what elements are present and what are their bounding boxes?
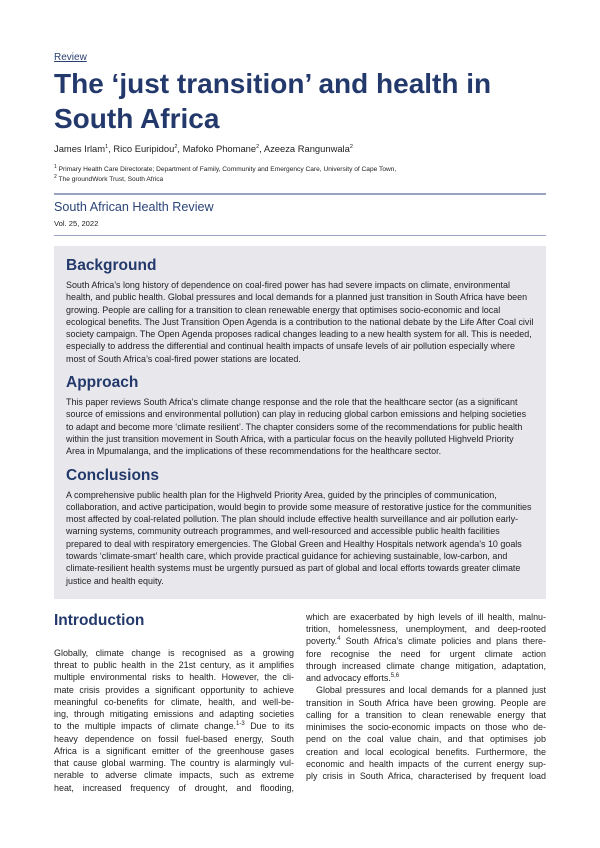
author-list: James Irlam$^1$, Rico Euripidou$^2$, Mafoko Phomane$^2$, Azeeza Rangunwala$^2$ [54,143,353,154]
divider [54,193,546,195]
text: mate crisis provides a significant opportunity to achieve [54,684,294,695]
author: Rico Euripidou [113,143,175,154]
article-title: The ‘just transition’ and health in South Africa [54,68,492,134]
affiliation-marker: 1 [54,163,57,170]
introduction-section [54,599,546,794]
introduction-left [54,599,294,794]
text-line [54,769,294,781]
text-line [54,708,294,720]
divider [54,235,546,236]
text: nerable to adverse climate impacts, such as extreme [54,770,294,781]
text: heat, increased frequency of drought, and flooding, [54,782,294,793]
text: minimises the socio-economic impacts on those who de- [306,722,546,733]
author-affiliation-marker: 1 [105,143,109,150]
affiliation-text: The groundWork Trust, South Africa [58,176,164,183]
text: fore recognise the need for urgent climate action [306,648,546,659]
text-line [306,733,546,745]
text-line [306,709,546,721]
text-line [54,684,294,696]
approach-text: This paper reviews South Africa’s climate change response and the role that the healthcare sector (as a significant source of emissions and environmental pollution) can play in reducing global carbon emissions and helping societies to adapt and become more ‘climate resilient’. The chapter considers some of the recommendations for public health within the just transition movement in South Africa, with a particular focus on the heavily polluted Highveld Priority Area in Mpumalanga, and the implications of these recommendations for the healthcare sector. [66,397,527,457]
introduction-heading: Introduction [54,611,145,629]
text: that cause global warming. The country is alarmingly vul- [54,758,294,769]
text: which are exacerbated by high levels of ill health, malnu- [306,611,546,622]
text: multiple environmental risks to health. However, the cli- [54,672,294,683]
affiliation [54,165,546,175]
text: threat to public health in the 21st century, as it amplifies [54,660,294,671]
text-line [306,758,546,770]
section-link-review[interactable]: Review [54,52,87,63]
text-line [306,660,546,672]
text: meaningful co-benefits for climate, health, and well-be- [54,696,294,707]
affiliation-marker: 2 [54,173,57,180]
text-line [306,672,546,684]
text: Due to its [244,721,294,732]
text-line [54,757,294,769]
text: poverty. [306,636,338,647]
approach-heading: Approach [66,374,139,392]
affiliation-text: Primary Health Care Directorate; Department of Family, Community and Emergency Care, University of Cape Town, [58,166,397,173]
text: to the multiple impacts of climate change. [54,721,237,732]
text-line [54,782,294,794]
introduction-right [306,599,546,783]
text: and advocacy efforts. [306,673,391,684]
volume-info: Vol. 25, 2022 [54,219,99,228]
text: creation and local ecological benefits. Furthermore, the [306,746,546,757]
text-line [306,684,546,696]
journal-name: South African Health Review [54,200,214,214]
text: through increased climate change mitigation, adaptation, [306,660,546,671]
text-line [306,721,546,733]
text-line [306,697,546,709]
author: James Irlam [54,143,106,154]
text-line [306,635,546,647]
text: ing, through mitigating emissions and adapting societies [54,709,294,720]
text: South Africa’s climate policies and plans there- [340,636,546,647]
text: pend on the coal value chain, and that optimises job [306,734,546,745]
text: transition in South Africa have been growing. People are [306,697,546,708]
text-line [54,720,294,732]
affiliation [54,175,546,185]
text: Africa is a significant emitter of the greenhouse gases [54,745,294,756]
text-line [54,745,294,757]
text-line [54,671,294,683]
author: Azeeza Rangunwala [263,143,350,154]
conclusions-text: A comprehensive public health plan for the Highveld Priority Area, guided by the principles of communication, collaboration, and active participation, would begin to provide some measure of restorative justice for the communities most affected by coal-related pollution. The plan should include effective health surveillance and air pollution early-warning systems, community outreach programmes, and well-resourced and accessible public health facilities prepared to deal with respiratory emergencies. The Global Green and Healthy Hospitals network agenda’s 10 goals towards ‘climate-smart’ health care, which provide practical guidance for achieving sustainable, low-carbon, and climate-resilient health systems must be urgently pursued as part of global and local efforts towards greater climate justice and health equity. [66,489,532,586]
abstract-box [54,246,546,599]
text-line [306,770,546,782]
text: economic and health impacts of the current energy sup- [306,758,546,769]
author-affiliation-marker: 2 [256,143,260,150]
text: Global pressures and local demands for a planned just [316,685,546,696]
text: Globally, climate change is recognised as a growing [54,647,294,658]
text-line [54,733,294,745]
conclusions-heading: Conclusions [66,466,160,484]
text: heavy dependence on fossil fuel-based energy, South [54,733,294,744]
background-text: South Africa’s long history of dependence on coal-fired power has had severe impacts on climate, environmental health, and public health. Global pressures and local demands for a planned just transition in South Africa have been growing. People are calling for a transition to clean renewable energy that optimises socio-economic and local ecological benefits. The Just Transition Open Agenda is a contribution to the national debate by the Life After Coal civil society campaign. The Open Agenda proposes radical changes leading to a new health system for all. This is needed, especially to address the differential and continual health impacts of unsafe levels of air pollution especially where most of South Africa’s coal-fired power stations are located. [66,280,534,364]
text: calling for a transition to clean renewable energy that [306,709,546,720]
affiliations [54,165,546,185]
author-affiliation-marker: 2 [174,143,178,150]
background-heading: Background [66,257,157,274]
text: ply crisis in South Africa, characterised by frequent load [306,771,546,782]
author-affiliation-marker: 2 [349,143,353,150]
text-line [54,647,294,659]
text-line [306,648,546,660]
text-line [306,611,546,623]
text-line [54,659,294,671]
text-line [306,746,546,758]
text-line [306,623,546,635]
citation-ref[interactable]: 5,6 [390,673,400,680]
introduction-right-column [306,611,546,783]
text: trition, homelessness, unemployment, and deep-rooted [306,624,546,635]
text-line [54,696,294,708]
citation-ref[interactable]: 4 [337,636,341,643]
author: Mafoko Phomane [182,143,257,154]
introduction-left-column [54,631,294,794]
citation-ref[interactable]: 1-3 [236,721,245,728]
